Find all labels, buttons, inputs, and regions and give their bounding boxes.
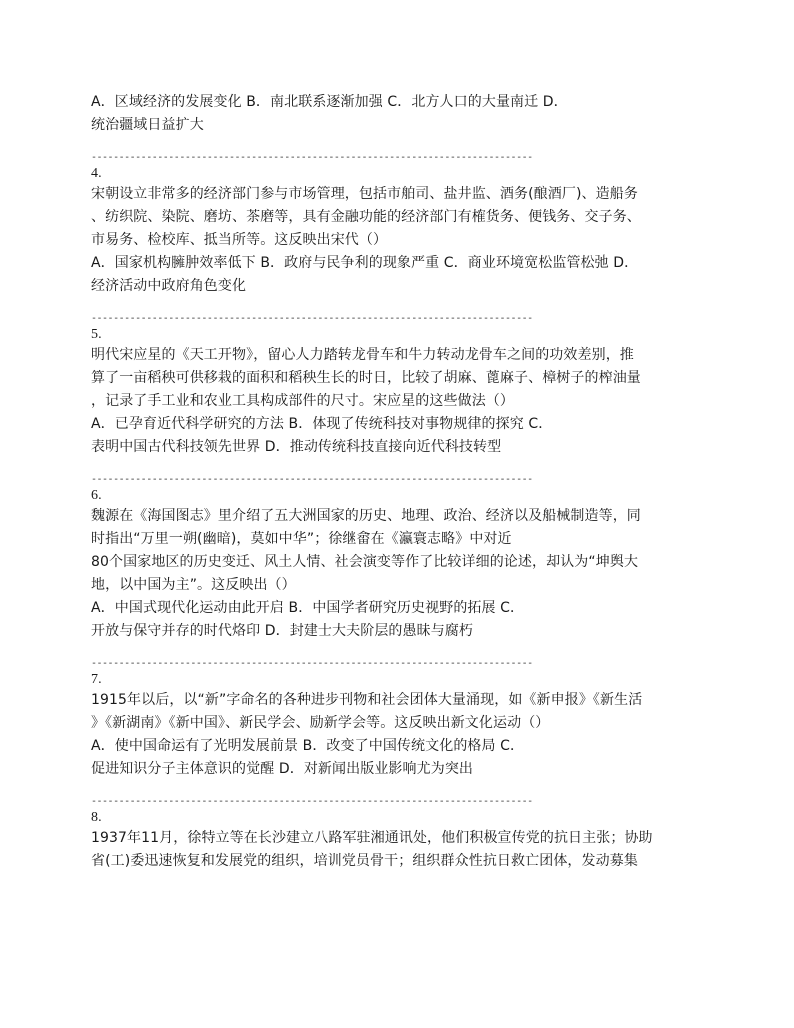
- question-number-4: 4.: [91, 166, 102, 181]
- question-separator: --------------------------------------------------------------------------------: [91, 313, 533, 324]
- q5-options-line-2: 表明中国古代科技领先世界 D．推动传统科技直接向近代科技转型: [91, 439, 502, 455]
- q7-options-line-1: A．使中国命运有了光明发展前景 B．改变了中国传统文化的格局 C．: [91, 738, 525, 754]
- q5-stem-line-2: 算了一亩稻秧可供移栽的面积和稻秧生长的时日，比较了胡麻、蓖麻子、樟树子的榨油量: [91, 370, 641, 386]
- q3-options-line-2: 统治疆域日益扩大: [91, 117, 204, 133]
- q6-options-line-2: 开放与保守并存的时代烙印 D．封建士大夫阶层的愚昧与腐朽: [91, 623, 474, 639]
- spacer: [91, 459, 709, 473]
- q7-stem-line-1: 1915年以后，以“新”字命名的各种进步刊物和社会团体大量涌现，如《新申报》《新生活: [91, 692, 643, 708]
- document-body: [91, 91, 709, 873]
- q7-options-line-2: 促进知识分子主体意识的觉醒 D．对新闻出版业影响尤为突出: [91, 761, 474, 777]
- question-number-7: 7.: [91, 672, 102, 687]
- q4-stem-line-3: 市易务、检校库、抵当所等。这反映出宋代（）: [91, 232, 388, 248]
- question-number-5: 5.: [91, 327, 102, 342]
- q7-stem-line-2: 》《新湖南》《新中国》、新民学会、励新学会等。这反映出新文化运动（）: [91, 715, 550, 731]
- question-separator: --------------------------------------------------------------------------------: [91, 474, 533, 485]
- spacer: [91, 781, 709, 795]
- q6-stem-line-4: 地，以中国为主”。这反映出（）: [91, 577, 296, 593]
- spacer: [91, 137, 709, 151]
- question-separator: --------------------------------------------------------------------------------: [91, 796, 533, 807]
- q3-options-line-1: A．区域经济的发展变化 B．南北联系逐渐加强 C．北方人口的大量南迁 D．: [91, 94, 568, 110]
- question-separator: --------------------------------------------------------------------------------: [91, 152, 533, 163]
- q4-options-line-1: A．国家机构臃肿效率低下 B．政府与民争利的现象严重 C．商业环境宽松监管松弛 D．: [91, 255, 639, 271]
- spacer: [91, 298, 709, 312]
- q8-stem-line-1: 1937年11月，徐特立等在长沙建立八路军驻湘通讯处，他们积极宣传党的抗日主张；协助: [91, 830, 653, 846]
- q5-stem-line-1: 明代宋应星的《天工开物》，留心人力踏转龙骨车和牛力转动龙骨车之间的功效差别，推: [91, 347, 634, 363]
- q6-stem-line-1: 魏源在《海国图志》里介绍了五大洲国家的历史、地理、政治、经济以及船械制造等，同: [91, 508, 641, 524]
- q8-stem-line-2: 省(工)委迅速恢复和发展党的组织，培训党员骨干；组织群众性抗日救亡团体，发动募集: [91, 853, 638, 869]
- q4-stem-line-2: 、纺织院、染院、磨坊、茶磨等，具有金融功能的经济部门有榷货务、便钱务、交子务、: [91, 209, 641, 225]
- question-separator: --------------------------------------------------------------------------------: [91, 658, 533, 669]
- q6-stem-line-2: 时指出“万里一朔(幽暗)，莫如中华”；徐继畲在《瀛寰志略》中对近: [91, 531, 512, 547]
- spacer: [91, 643, 709, 657]
- q5-stem-line-3: ，记录了手工业和农业工具构成部件的尺寸。宋应星的这些做法（）: [91, 393, 514, 409]
- q4-stem-line-1: 宋朝设立非常多的经济部门参与市场管理，包括市舶司、盐井监、酒务(酿酒厂)、造船务: [91, 186, 638, 202]
- q6-options-line-1: A．中国式现代化运动由此开启 B．中国学者研究历史视野的拓展 C．: [91, 600, 525, 616]
- question-number-8: 8.: [91, 810, 102, 825]
- q4-options-line-2: 经济活动中政府角色变化: [91, 278, 247, 294]
- question-number-6: 6.: [91, 488, 102, 503]
- q5-options-line-1: A．已孕育近代科学研究的方法 B．体现了传统科技对事物规律的探究 C．: [91, 416, 553, 432]
- q6-stem-line-3: 80个国家地区的历史变迁、风土人情、社会演变等作了比较详细的论述，却认为“坤舆大: [91, 554, 639, 570]
